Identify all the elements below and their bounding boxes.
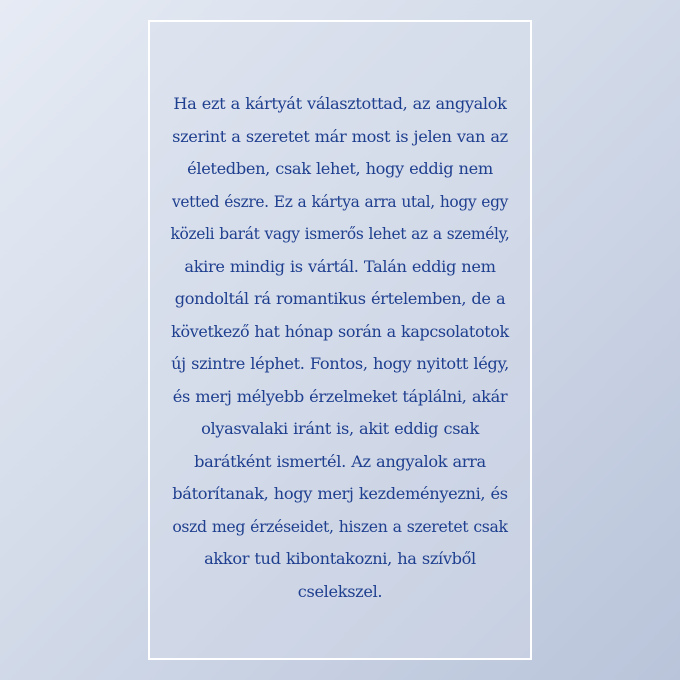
- card-text-line: akire mindig is vártál. Talán eddig nem: [184, 256, 496, 276]
- card-text-line: barátként ismertél. Az angyalok arra: [194, 451, 486, 471]
- message-card: [148, 20, 532, 660]
- card-text-line: életedben, csak lehet, hogy eddig nem: [187, 159, 493, 178]
- card-text-line: vetted észre. Ez a kártya arra utal, hogy egy: [171, 192, 509, 211]
- card-text-line: következő hat hónap során a kapcsolatotok: [171, 321, 509, 341]
- card-text-line: Ha ezt a kártyát választottad, az angyalok: [173, 94, 507, 113]
- card-text-line: szerint a szeretet már most is jelen van az: [172, 126, 508, 146]
- card-text-line: új szintre léphet. Fontos, hogy nyitott légy,: [171, 354, 509, 373]
- card-text-line: oszd meg érzéseidet, hiszen a szeretet csak: [172, 516, 508, 536]
- card-text-line: cselekszel.: [297, 581, 383, 601]
- card-text-line: bátorítanak, hogy merj kezdeményezni, és: [172, 484, 508, 503]
- card-text-line: és merj mélyebb érzelmeket táplálni, akár: [172, 386, 508, 406]
- card-text-line: gondoltál rá romantikus értelemben, de a: [174, 289, 506, 308]
- card-message-text: [170, 88, 510, 608]
- card-text-line: közeli barát vagy ismerős lehet az a személy,: [170, 225, 510, 243]
- card-text-line: olyasvalaki iránt is, akit eddig csak: [201, 419, 479, 438]
- card-text-line: akkor tud kibontakozni, ha szívből: [204, 549, 476, 568]
